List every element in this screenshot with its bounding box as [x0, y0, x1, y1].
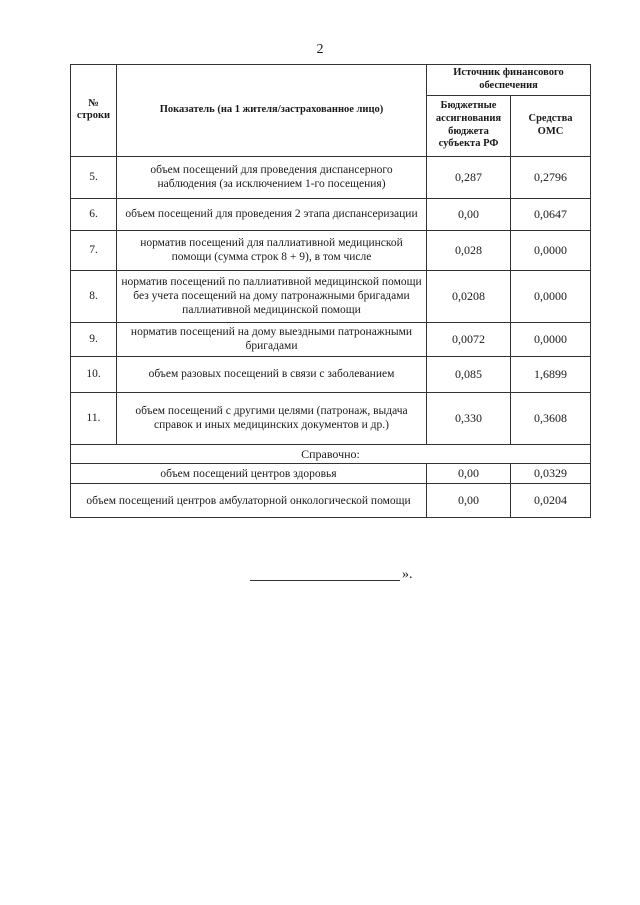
reference-oms-cell: 0,0329 [511, 464, 591, 484]
indicator-cell: норматив посещений на дому выездными патронажными бригадами [117, 322, 427, 356]
row-number-cell: 7. [71, 230, 117, 270]
table-row [71, 270, 591, 322]
reference-label-row [71, 444, 591, 464]
oms-value-cell: 0,3608 [511, 392, 591, 444]
budget-value-cell: 0,085 [427, 356, 511, 392]
reference-row [71, 464, 591, 484]
oms-value-cell: 0,0000 [511, 270, 591, 322]
indicator-cell: объем разовых посещений в связи с заболеванием [117, 356, 427, 392]
oms-value-cell: 1,6899 [511, 356, 591, 392]
row-number-cell: 6. [71, 198, 117, 230]
oms-value-cell: 0,0647 [511, 198, 591, 230]
page-number: 2 [316, 42, 324, 57]
reference-budget-cell: 0,00 [427, 464, 511, 484]
standards-table [70, 64, 591, 518]
reference-indicator-cell: объем посещений центров амбулаторной онкологической помощи [71, 484, 427, 518]
row-number-cell: 10. [71, 356, 117, 392]
oms-header: Средства ОМС [511, 95, 591, 156]
row-number-cell: 9. [71, 322, 117, 356]
budget-value-cell: 0,0072 [427, 322, 511, 356]
reference-budget-cell: 0,00 [427, 484, 511, 518]
budget-value-cell: 0,330 [427, 392, 511, 444]
signature-blank-line [250, 568, 400, 581]
table-row [71, 322, 591, 356]
table-row [71, 230, 591, 270]
table-row [71, 156, 591, 198]
budget-value-cell: 0,00 [427, 198, 511, 230]
closing-quote: ». [402, 567, 413, 582]
budget-header: Бюджетные ассигнования бюджета субъекта РФ [427, 95, 511, 156]
row-number-cell: 11. [71, 392, 117, 444]
oms-value-cell: 0,0000 [511, 322, 591, 356]
indicator-cell: норматив посещений по паллиативной медицинской помощи без учета посещений на дому патронажными бригадами паллиативной медицинской помощи [117, 270, 427, 322]
table-row [71, 198, 591, 230]
table-row [71, 356, 591, 392]
table-row [71, 392, 591, 444]
row-number-cell: 8. [71, 270, 117, 322]
row-number-header: № строки [71, 65, 117, 157]
indicator-cell: объем посещений для проведения 2 этапа диспансеризации [117, 198, 427, 230]
oms-value-cell: 0,2796 [511, 156, 591, 198]
indicator-header: Показатель (на 1 жителя/застрахованное лицо) [117, 65, 427, 157]
budget-value-cell: 0,0208 [427, 270, 511, 322]
row-number-cell: 5. [71, 156, 117, 198]
reference-indicator-cell: объем посещений центров здоровья [71, 464, 427, 484]
budget-value-cell: 0,287 [427, 156, 511, 198]
funding-source-header: Источник финансового обеспечения [427, 65, 591, 96]
indicator-cell: объем посещений для проведения диспансерного наблюдения (за исключением 1-го посещения) [117, 156, 427, 198]
oms-value-cell: 0,0000 [511, 230, 591, 270]
reference-label: Справочно: [71, 444, 591, 464]
reference-oms-cell: 0,0204 [511, 484, 591, 518]
indicator-cell: норматив посещений для паллиативной медицинской помощи (сумма строк 8 + 9), в том числе [117, 230, 427, 270]
indicator-cell: объем посещений с другими целями (патронаж, выдача справок и иных медицинских документов и др.) [117, 392, 427, 444]
reference-row [71, 484, 591, 518]
budget-value-cell: 0,028 [427, 230, 511, 270]
